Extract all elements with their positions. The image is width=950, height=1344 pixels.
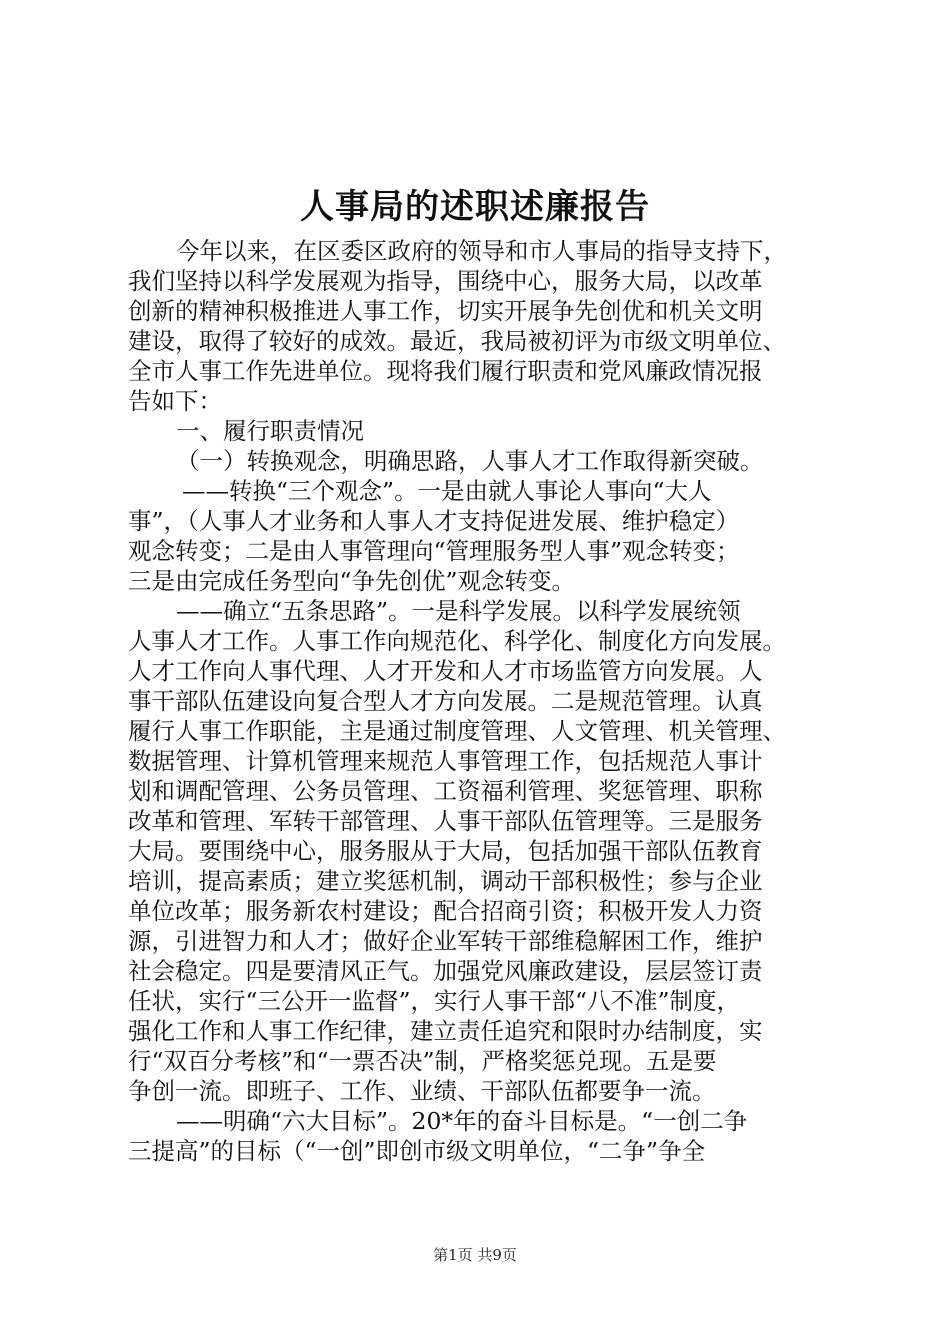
paragraph-line: ——确立“五条思路”。一是科学发展。以科学发展统领 (176, 597, 741, 625)
paragraph-line: 三提高”的目标（“一创”即创市级文明单位，“二争”争全 (128, 1137, 706, 1165)
paragraph-line: 单位改革；服务新农村建设；配合招商引资；积极开发人力资 (128, 897, 763, 925)
paragraph-line: 三是由完成任务型向“争先创优”观念转变。 (128, 567, 576, 595)
paragraph-line: 事”，（人事人才业务和人事人才支持促进发展、维护稳定） (128, 507, 740, 535)
paragraph-line: 争创一流。即班子、工作、业绩、干部队伍都要争一流。 (128, 1077, 716, 1105)
paragraph-line: 履行人事工作职能，主是通过制度管理、人文管理、机关管理、 (128, 717, 786, 745)
paragraph-line: 数据管理、计算机管理来规范人事管理工作，包括规范人事计 (128, 747, 763, 775)
paragraph-line: ——转换“三个观念”。一是由就人事论人事向“大人 (182, 477, 712, 505)
paragraph-line: 划和调配管理、公务员管理、工资福利管理、奖惩管理、职称 (128, 777, 763, 805)
document-title: 人事局的述职述廉报告 (300, 187, 650, 227)
paragraph-line: 人才工作向人事代理、人才开发和人才市场监管方向发展。人 (128, 657, 763, 685)
paragraph-line: 全市人事工作先进单位。现将我们履行职责和党风廉政情况报 (128, 357, 763, 385)
paragraph-line: 今年以来，在区委区政府的领导和市人事局的指导支持下， (176, 237, 787, 265)
section-heading: 一、履行职责情况 (176, 417, 364, 445)
paragraph-line: 任状，实行“三公开一监督”，实行人事干部“八不准”制度， (128, 987, 741, 1015)
paragraph-line: ——明确“六大目标”。20*年的奋斗目标是。“一创二争 (176, 1107, 748, 1135)
paragraph-line: 建设，取得了较好的成效。最近，我局被初评为市级文明单位、 (128, 327, 786, 355)
paragraph-line: 人事人才工作。人事工作向规范化、科学化、制度化方向发展。 (128, 627, 786, 655)
paragraph-line: 源，引进智力和人才；做好企业军转干部维稳解困工作，维护 (128, 927, 763, 955)
paragraph-line: 强化工作和人事工作纪律，建立责任追究和限时办结制度，实 (128, 1017, 763, 1045)
subsection-heading: （一）转换观念，明确思路，人事人才工作取得新突破。 (176, 447, 764, 475)
paragraph-line: 社会稳定。四是要清风正气。加强党风廉政建设，层层签订责 (128, 957, 763, 985)
paragraph-line: 告如下： (128, 387, 222, 415)
paragraph-line: 事干部队伍建设向复合型人才方向发展。二是规范管理。认真 (128, 687, 763, 715)
paragraph-line: 改革和管理、军转干部管理、人事干部队伍管理等。三是服务 (128, 807, 763, 835)
paragraph-line: 观念转变；二是由人事管理向“管理服务型人事”观念转变； (128, 537, 740, 565)
page-number-footer: 第1页 共9页 (433, 1246, 517, 1264)
paragraph-line: 培训，提高素质；建立奖惩机制，调动干部积极性；参与企业 (128, 867, 763, 895)
paragraph-line: 我们坚持以科学发展观为指导，围绕中心，服务大局，以改革 (128, 267, 763, 295)
paragraph-line: 大局。要围绕中心，服务服从于大局，包括加强干部队伍教育 (128, 837, 763, 865)
paragraph-line: 创新的精神积极推进人事工作，切实开展争先创优和机关文明 (128, 297, 763, 325)
document-body (128, 236, 826, 1166)
paragraph-line: 行“双百分考核”和“一票否决”制，严格奖惩兑现。五是要 (128, 1047, 717, 1075)
